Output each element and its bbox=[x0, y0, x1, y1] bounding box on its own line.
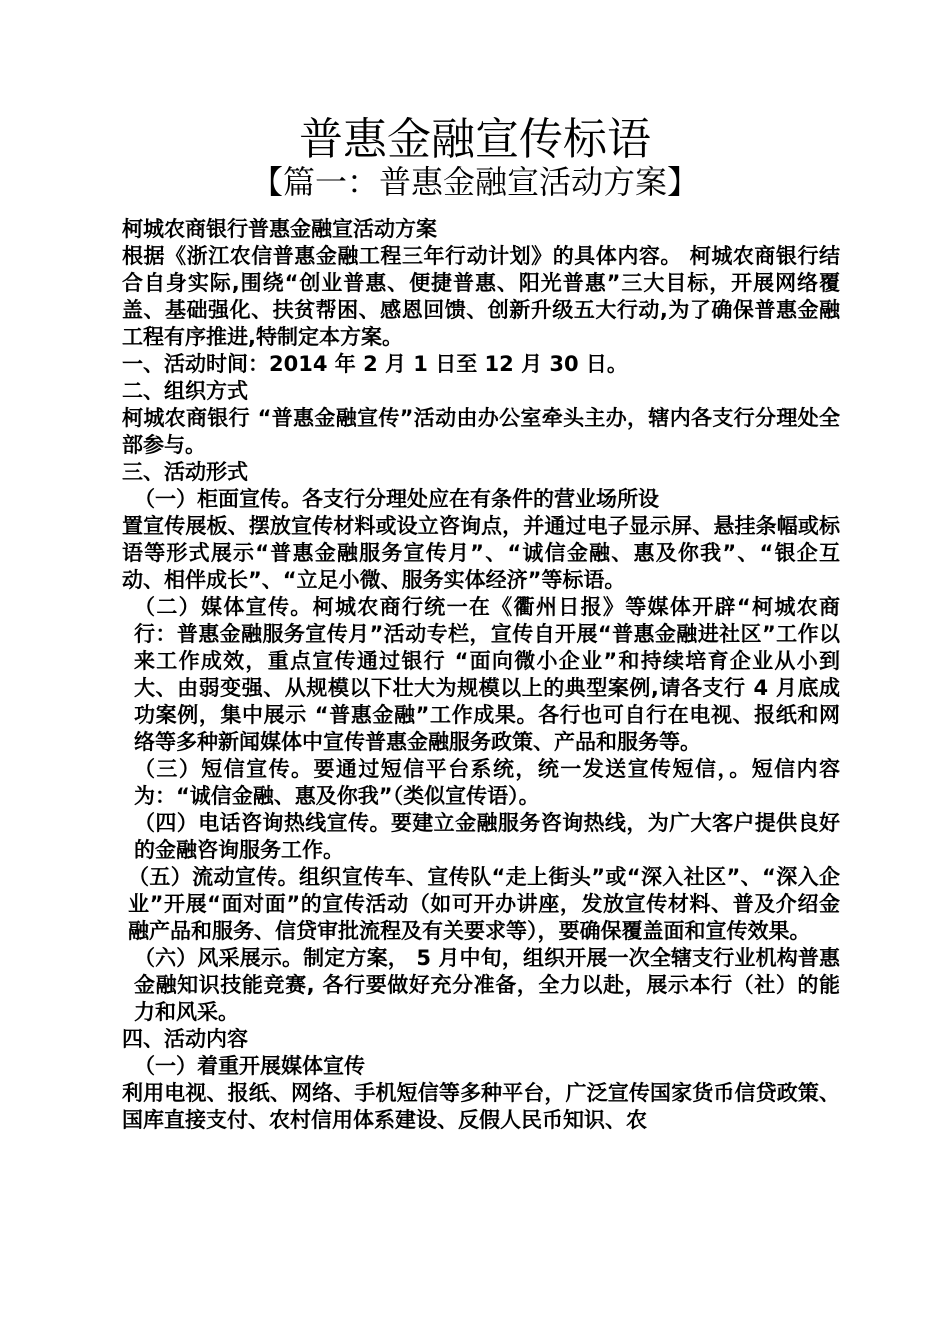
section-heading: （一）着重开展媒体宣传 bbox=[134, 1054, 365, 1078]
paragraph: （四）电话咨询热线宣传。要建立金融服务咨询热线，为广大客户提供良好的金融咨询服务工作。 bbox=[134, 811, 840, 862]
section-heading: 二、组织方式 bbox=[122, 379, 248, 403]
paragraph: 利用电视、报纸、网络、手机短信等多种平台，广泛宣传国家货币信贷政策、国库直接支付、农村信用体系建设、反假人民币知识、农 bbox=[122, 1081, 840, 1132]
document-subtitle: 【篇一：普惠金融宣活动方案】 bbox=[250, 163, 699, 201]
section-heading: 一、活动时间：2014 年 2 月 1 日至 12 月 30 日。 bbox=[122, 352, 628, 376]
document-body bbox=[116, 216, 840, 1134]
paragraph: （一）柜面宣传。各支行分理处应在有条件的营业场所设 bbox=[134, 487, 659, 511]
section-heading: 三、活动形式 bbox=[122, 460, 248, 484]
paragraph: 柯城农商银行 “普惠金融宣传”活动由办公室牵头主办，辖内各支行分理处全部参与。 bbox=[122, 406, 840, 457]
paragraph: （二）媒体宣传。柯城农商行统一在《衢州日报》等媒体开辟“柯城农商行：普惠金融服务宣传月”活动专栏，宣传自开展“普惠金融进社区”工作以来工作成效，重点宣传通过银行 “面向微小企业”和持续培育企业从小到大、由弱变强、从规模以下壮大为规模以上的典型案例,请各支行 4 月底成功案例，集中展示 “普惠金融”工作成果。各行也可自行在电视、报纸和网络等多种新闻媒体中宣传普惠金融服务政策、产品和服务等。 bbox=[134, 595, 840, 754]
section-heading: 柯城农商银行普惠金融宣活动方案 bbox=[122, 217, 437, 241]
section-heading: 四、活动内容 bbox=[122, 1027, 248, 1051]
paragraph: （六）风采展示。制定方案， 5 月中旬，组织开展一次全辖支行业机构普惠金融知识技能竞赛, 各行要做好充分准备，全力以赴，展示本行（社）的能力和风采。 bbox=[134, 946, 840, 1024]
paragraph: （三）短信宣传。要通过短信平台系统，统一发送宣传短信，。短信内容为：“诚信金融、惠及你我”（类似宣传语）。 bbox=[134, 757, 840, 808]
paragraph: （五）流动宣传。组织宣传车、宣传队“走上街头”或“深入社区”、“深入企业”开展“面对面”的宣传活动（如可开办讲座，发放宣传材料、普及介绍金融产品和服务、信贷审批流程及有关要求等），要确保覆盖面和宣传效果。 bbox=[128, 865, 840, 943]
document-title: 普惠金融宣传标语 bbox=[299, 114, 651, 165]
paragraph: 根据《浙江农信普惠金融工程三年行动计划》的具体内容。 柯城农商银行结合自身实际,围绕“创业普惠、便捷普惠、阳光普惠”三大目标，开展网络覆盖、基础强化、扶贫帮困、感恩回馈、创新升级五大行动,为了确保普惠金融工程有序推进,特制定本方案。 bbox=[122, 244, 840, 349]
paragraph: 置宣传展板、摆放宣传材料或设立咨询点，并通过电子显示屏、悬挂条幅或标语等形式展示“普惠金融服务宣传月”、“诚信金融、惠及你我”、“银企互动、相伴成长”、“立足小微、服务实体经济”等标语。 bbox=[122, 514, 840, 592]
